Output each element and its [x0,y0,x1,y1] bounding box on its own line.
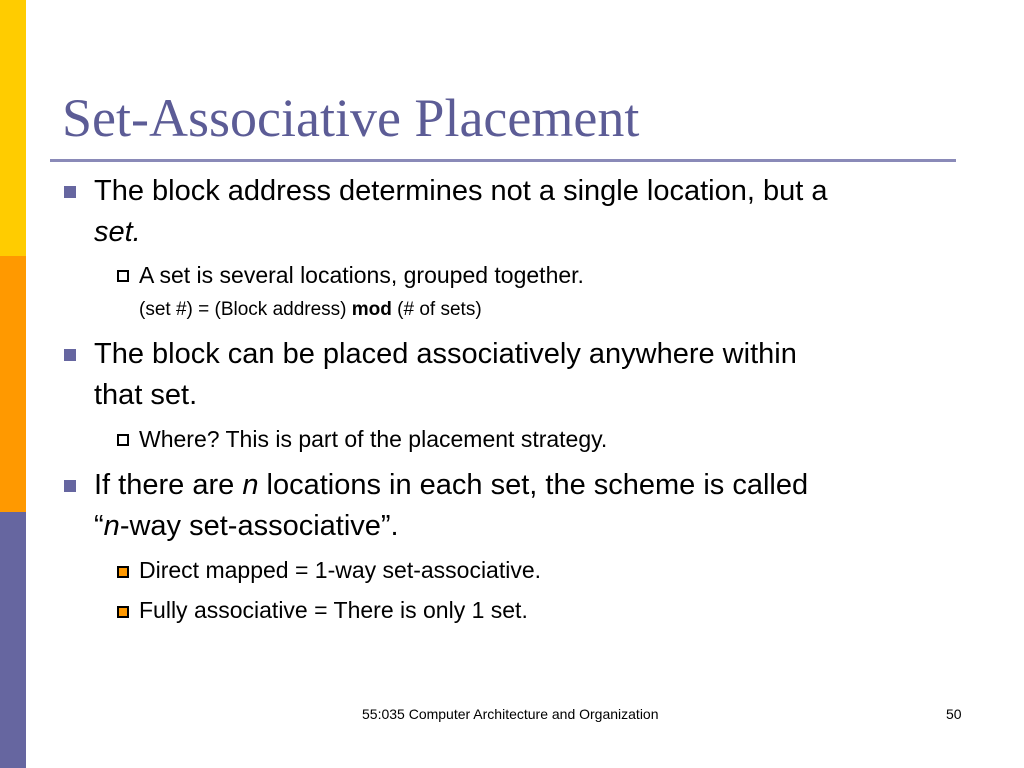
formula-prefix: (set #) = (Block address) [139,299,352,320]
sub-bullet-text: Fully associative = There is only 1 set. [139,597,528,623]
accent-bar-orange [0,256,26,512]
sub-bullet-icon [117,434,129,446]
sub-bullet-icon [117,606,129,618]
bullet-text-part: -way set-associative”. [119,510,399,542]
sub-bullet-text: Direct mapped = 1-way set-associative. [139,557,542,583]
sub-bullet-text: A set is several locations, grouped together. [139,262,584,288]
bullet-square-icon [64,349,76,361]
bullet-text-continued [94,506,399,546]
formula-suffix: (# of sets) [391,299,482,320]
formula-mod: mod [351,299,392,320]
bullet-text-continued: that set. [94,379,198,411]
italic-variable: n [103,510,120,542]
footer-course-title: 55:035 Computer Architecture and Organization [362,706,659,722]
bullet-text-part: If there are [94,469,243,501]
slide-title: Set-Associative Placement [62,88,640,148]
accent-bar-yellow [0,0,26,256]
bullet-text-part: locations in each set, the scheme is called [258,469,809,501]
footer-page-number: 50 [946,706,962,722]
sub-bullet-text: Where? This is part of the placement strategy. [139,426,608,452]
italic-term: set. [94,216,141,248]
accent-bar-purple [0,512,26,768]
sub-bullet-icon [117,270,129,282]
bullet-square-icon [64,186,76,198]
bullet-text: The block can be placed associatively anywhere within [94,338,797,370]
bullet-text: The block address determines not a single location, but a [94,175,828,207]
formula-text [139,297,482,323]
bullet-text-continued [94,212,141,252]
open-quote: “ [94,510,104,542]
sub-bullet-icon [117,566,129,578]
bullet-square-icon [64,480,76,492]
title-underline [50,159,956,162]
italic-variable: n [242,469,259,501]
bullet-text [94,465,808,505]
